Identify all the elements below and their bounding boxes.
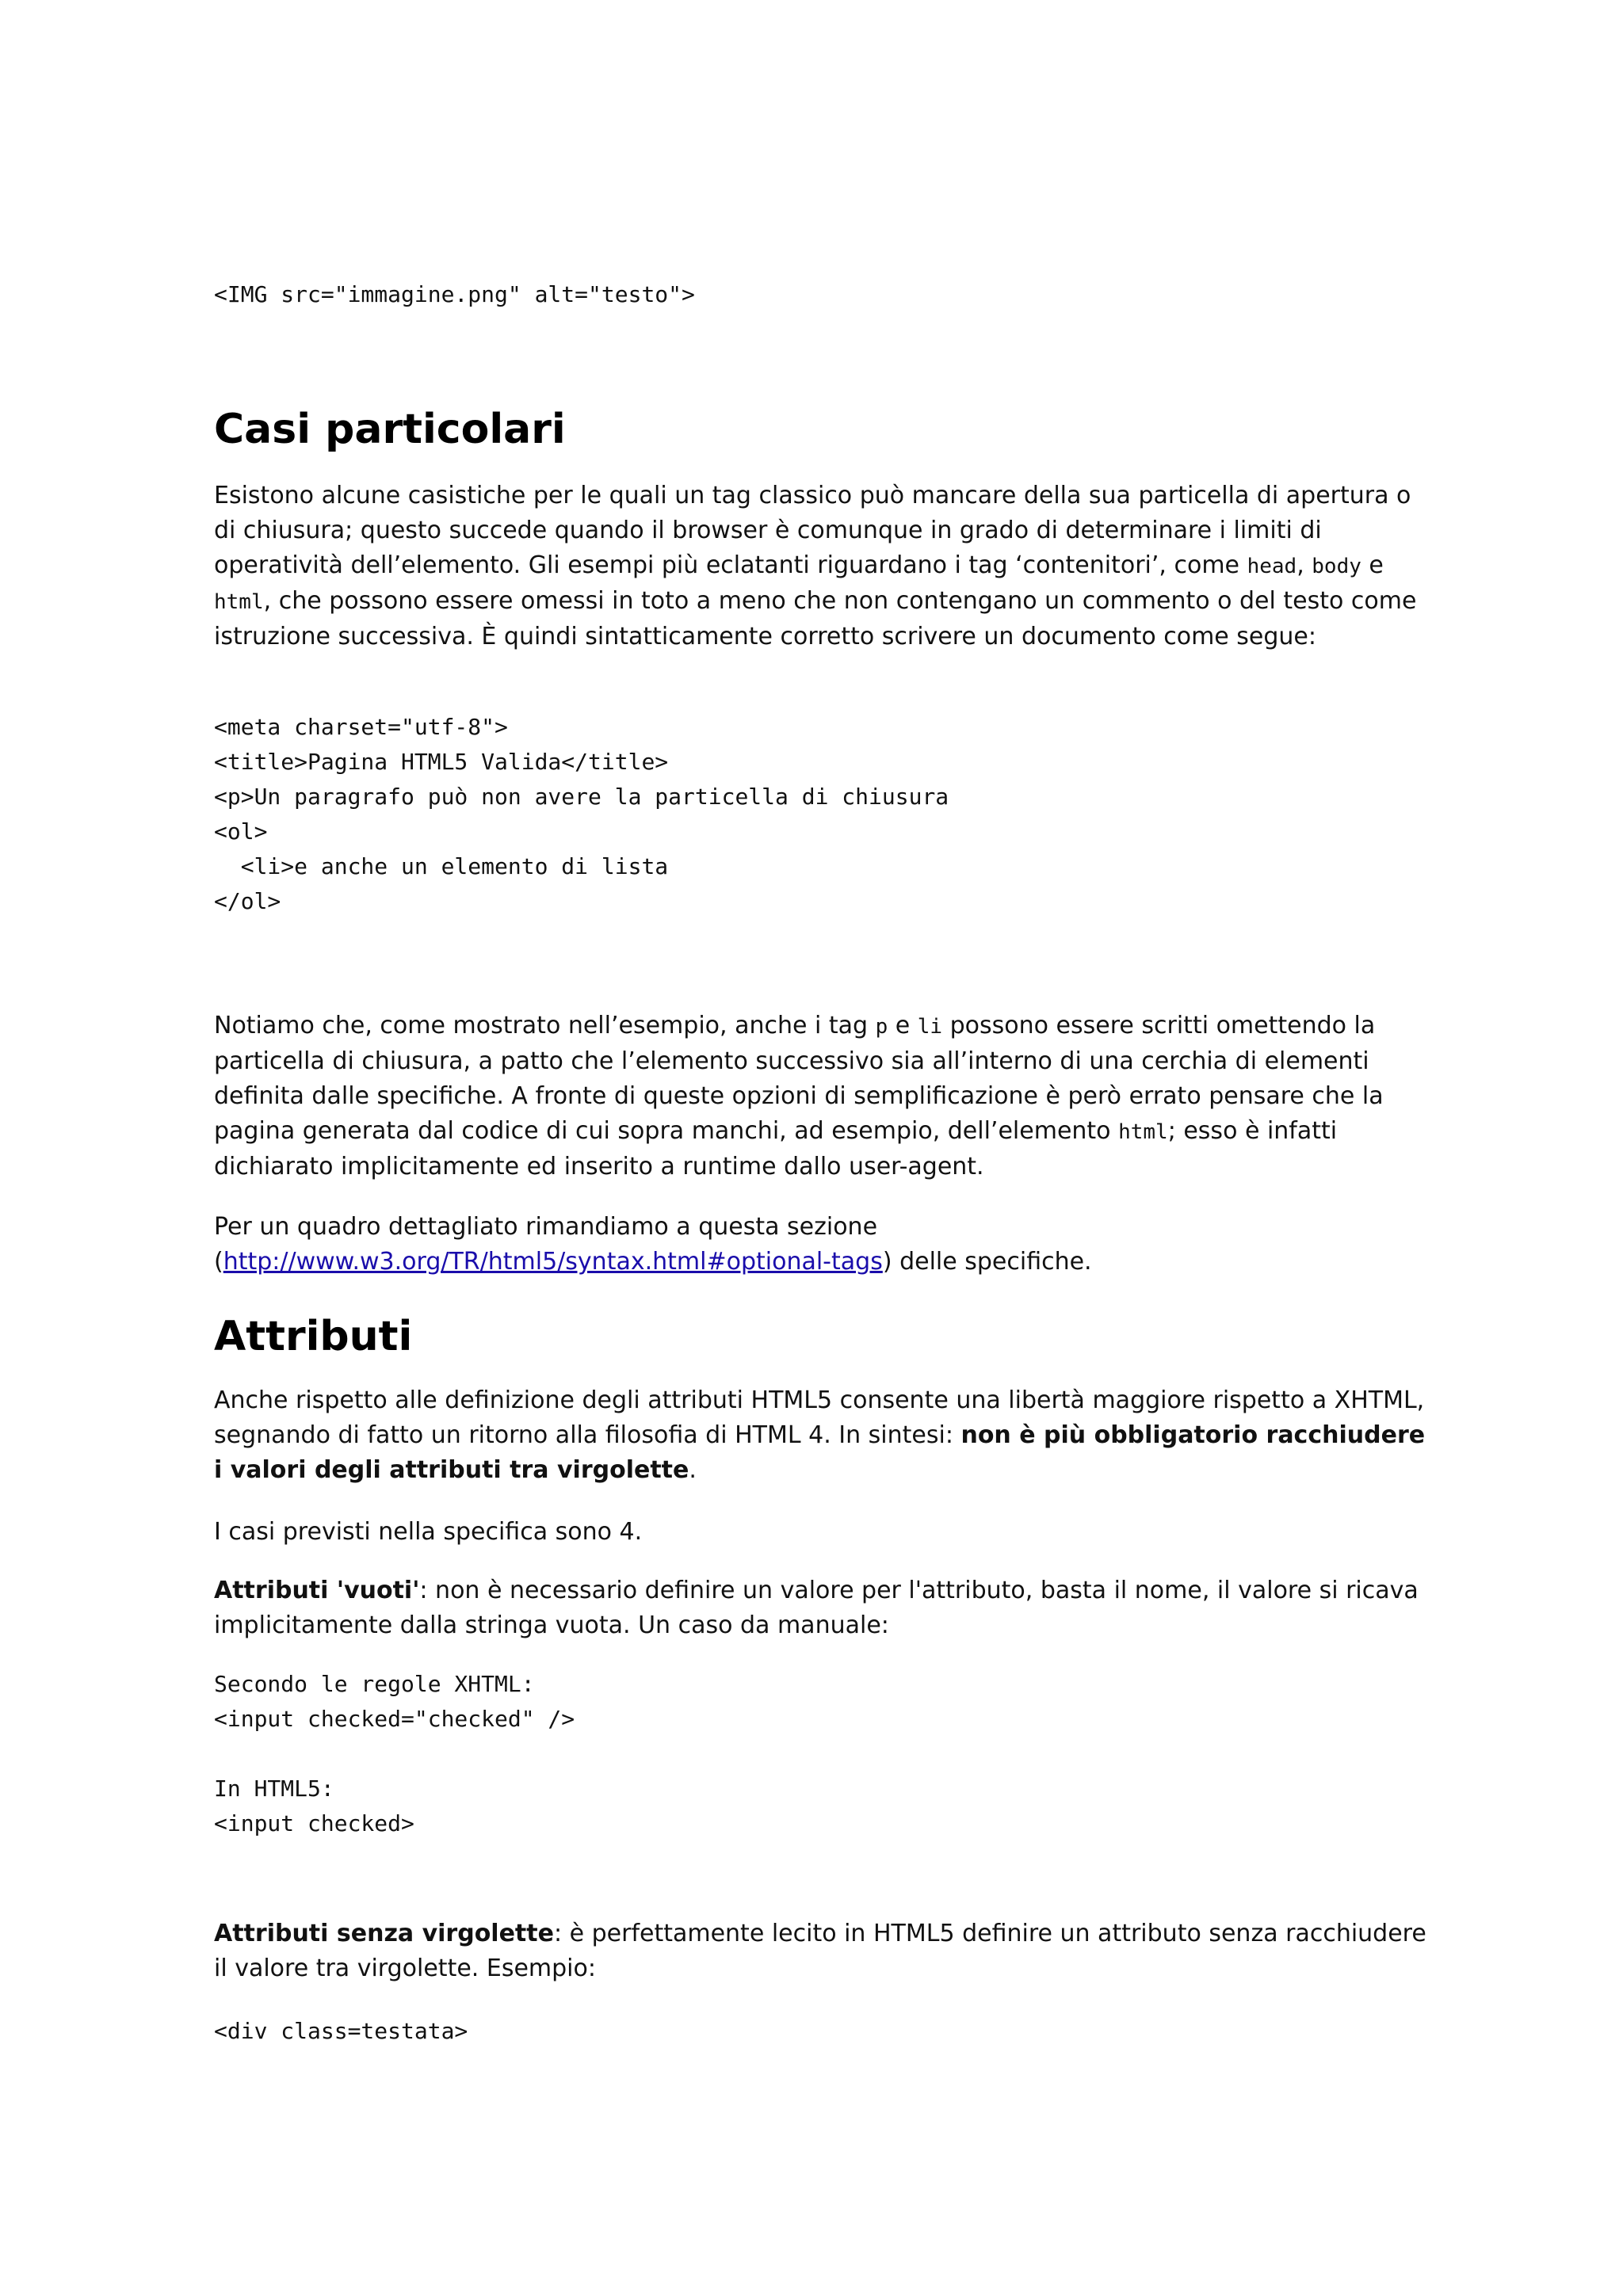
- section-title-casi-particolari: Casi particolari: [214, 406, 566, 453]
- code-line: [214, 1737, 1434, 1772]
- code-line: <ol>: [214, 818, 268, 845]
- code-line: <p>Un paragrafo può non avere la particella di chiusura: [214, 784, 949, 810]
- code-line: </ol>: [214, 888, 281, 914]
- code-line: Secondo le regole XHTML:: [214, 1671, 535, 1697]
- paragraph-attributi-vuoti: Attributi 'vuoti': non è necessario definire un valore per l'attributo, basta il nome, il valore si ricava implicitamente dalla stringa vuota. Un caso da manuale:: [214, 1577, 1419, 1639]
- optional-tags-link[interactable]: http://www.w3.org/TR/html5/syntax.html#optional-tags: [223, 1248, 883, 1276]
- paragraph-casi-previsti: I casi previsti nella specifica sono 4.: [214, 1518, 643, 1546]
- code-line: <input checked>: [214, 1810, 414, 1836]
- paragraph-attributi-senza-virgolette: Attributi senza virgolette: è perfettamente lecito in HTML5 definire un attributo senza racchiudere il valore tra virgolette. Esempio:: [214, 1920, 1426, 1982]
- code-line: <title>Pagina HTML5 Valida</title>: [214, 749, 669, 775]
- paragraph-specifiche-reference: Per un quadro dettagliato rimandiamo a questa sezione (http://www.w3.org/TR/html5/syntax.html#optional-tags) delle specifiche.: [214, 1213, 1092, 1276]
- code-line: In HTML5:: [214, 1775, 334, 1802]
- paragraph-attributi-intro: Anche rispetto alle definizione degli attributi HTML5 consente una libertà maggiore rispetto a XHTML, segnando di fatto un ritorno alla filosofia di HTML 4. In sintesi: non è più obbligatorio racchiudere i valori degli attributi tra virgolette.: [214, 1386, 1426, 1484]
- code-line: <li>e anche un elemento di lista: [214, 853, 669, 879]
- code-block-html5-document: [214, 710, 1434, 919]
- paragraph-tag-omission: Notiamo che, come mostrato nell’esempio, anche i tag p e li possono essere scritti omettendo la particella di chiusura, a patto che l’elemento successivo sia all’interno di una cerchia di elementi definita dalle specifiche. A fronte di queste opzioni di semplificazione è però errato pensare che la pagina generata dal codice di cui sopra manchi, ad esempio, dell’elemento html; esso è infatti dichiarato implicitamente ed inserito a runtime dallo user-agent.: [214, 1012, 1384, 1180]
- code-line: <input checked="checked" />: [214, 1706, 575, 1732]
- code-line: <meta charset="utf-8">: [214, 714, 508, 740]
- paragraph-casi-particolari-intro: Esistono alcune casistiche per le quali un tag classico può mancare della sua particella di apertura o di chiusura; questo succede quando il browser è comunque in grado di determinare i limiti di operatività dell’elemento. Gli esempi più eclatanti riguardano i tag ‘contenitori’, come head, body e html, che possono essere omessi in toto a meno che non contengano un commento o del testo come istruzione successiva. È quindi sintatticamente corretto scrivere un documento come segue:: [214, 482, 1417, 650]
- section-title-attributi: Attributi: [214, 1313, 413, 1360]
- code-block-checked-attribute: [214, 1667, 1434, 1841]
- code-img-example: <IMG src="immagine.png" alt="testo">: [214, 281, 695, 307]
- code-div-class-example: <div class=testata>: [214, 2018, 468, 2044]
